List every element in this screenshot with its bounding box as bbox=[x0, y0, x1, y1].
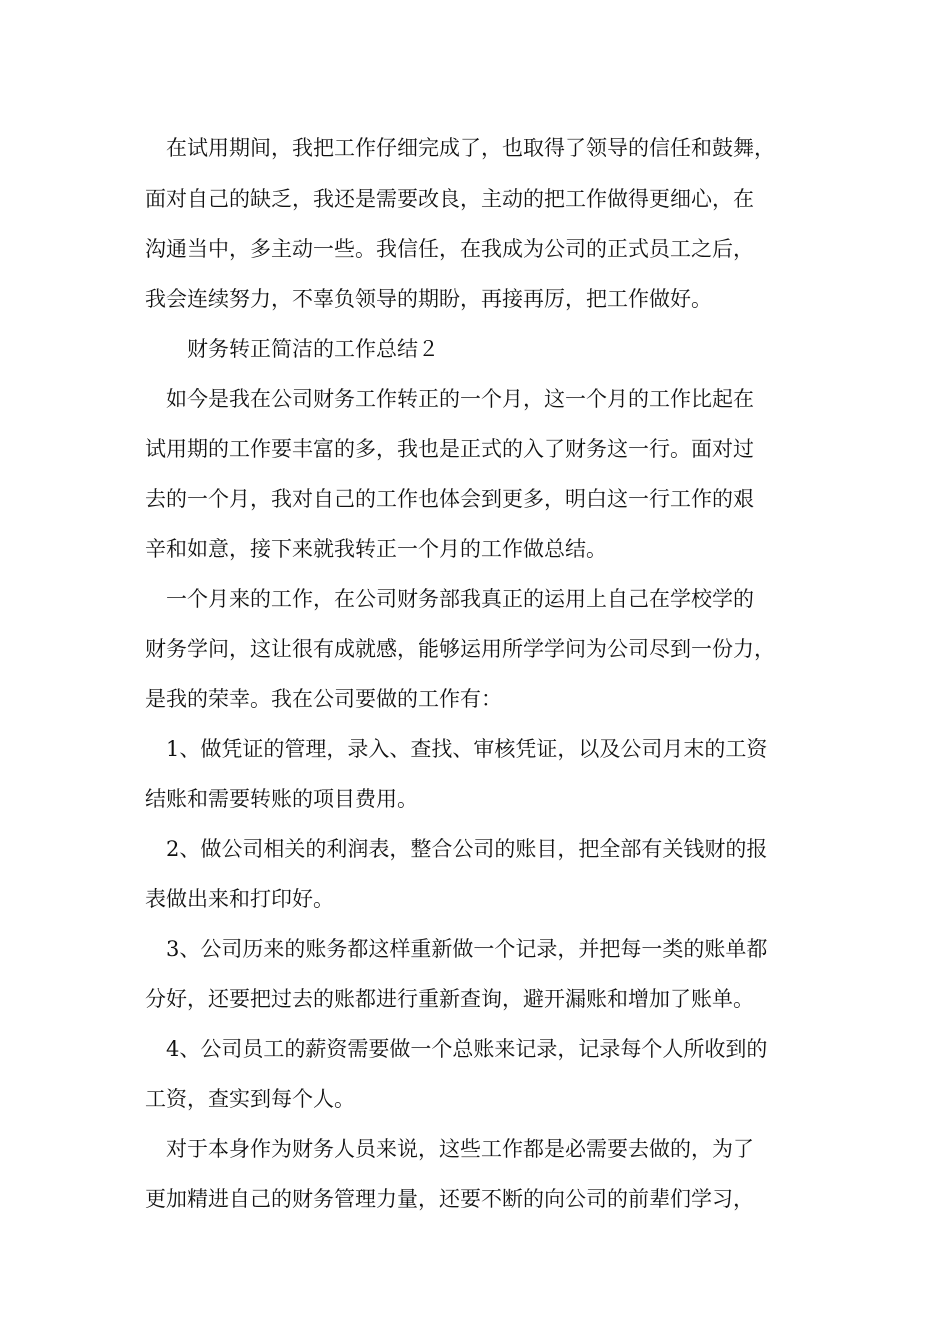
text-line: 如今是我在公司财务工作转正的一个月，这一个月的工作比起在 bbox=[145, 387, 754, 411]
list-item: 2、做公司相关的利润表，整合公司的账目，把全部有关钱财的报 bbox=[145, 837, 768, 861]
text-line: 表做出来和打印好。 bbox=[145, 887, 334, 911]
text-line: 在试用期间，我把工作仔细完成了，也取得了领导的信任和鼓舞， bbox=[145, 136, 775, 160]
text-line: 分好，还要把过去的账都进行重新查询，避开漏账和增加了账单。 bbox=[145, 987, 754, 1011]
text-line: 辛和如意，接下来就我转正一个月的工作做总结。 bbox=[145, 537, 607, 561]
text-line: 更加精进自己的财务管理力量，还要不断的向公司的前辈们学习， bbox=[145, 1187, 754, 1211]
text-line: 沟通当中，多主动一些。我信任，在我成为公司的正式员工之后， bbox=[145, 237, 754, 261]
list-item: 3、公司历来的账务都这样重新做一个记录，并把每一类的账单都 bbox=[145, 937, 768, 961]
text-line: 面对自己的缺乏，我还是需要改良，主动的把工作做得更细心，在 bbox=[145, 187, 754, 211]
section-heading: 财务转正简洁的工作总结２ bbox=[145, 337, 439, 361]
text-line: 对于本身作为财务人员来说，这些工作都是必需要去做的，为了 bbox=[145, 1137, 754, 1161]
text-line: 我会连续努力，不辜负领导的期盼，再接再厉，把工作做好。 bbox=[145, 287, 712, 311]
list-item: 4、公司员工的薪资需要做一个总账来记录，记录每个人所收到的 bbox=[145, 1037, 768, 1061]
text-line: 结账和需要转账的项目费用。 bbox=[145, 787, 418, 811]
text-line: 财务学问，这让很有成就感，能够运用所学学问为公司尽到一份力， bbox=[145, 637, 775, 661]
list-item: 1、做凭证的管理，录入、查找、审核凭证，以及公司月末的工资 bbox=[145, 737, 768, 761]
text-line: 是我的荣幸。我在公司要做的工作有： bbox=[145, 687, 502, 711]
text-line: 一个月来的工作，在公司财务部我真正的运用上自己在学校学的 bbox=[145, 587, 754, 611]
text-line: 去的一个月，我对自己的工作也体会到更多，明白这一行工作的艰 bbox=[145, 487, 754, 511]
text-line: 试用期的工作要丰富的多，我也是正式的入了财务这一行。面对过 bbox=[145, 437, 754, 461]
text-line: 工资，查实到每个人。 bbox=[145, 1087, 355, 1111]
